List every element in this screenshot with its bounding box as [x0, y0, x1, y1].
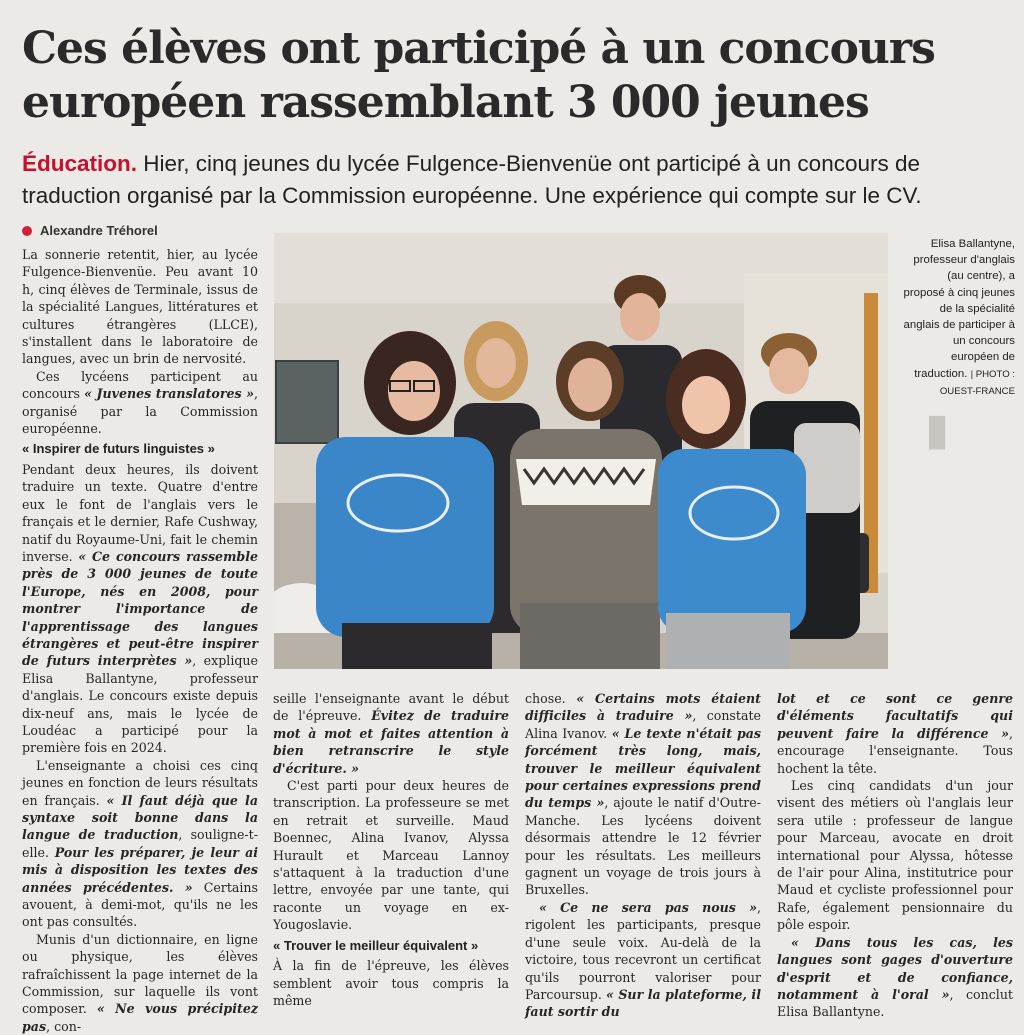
paragraph: À la fin de l'épreuve, les élèves semblent avoir tous compris la même — [273, 958, 509, 1008]
headline-line-1: Ces élèves ont participé à un concours — [22, 23, 935, 74]
text-column-3 — [525, 690, 761, 1021]
text-column-4 — [777, 690, 1013, 1021]
article-headline — [22, 22, 1012, 130]
paragraph: Munis d'un dictionnaire, en ligne ou physique, les élèves rafraîchissent la page internet de la Commission, sur laquelle ils vont composer. « Ne vous précipitez pas, con- — [22, 931, 258, 1034]
headline-line-2: européen rassemblant 3 000 jeunes — [22, 77, 869, 128]
text-column-2 — [273, 690, 509, 1009]
article-photo — [274, 233, 888, 669]
group-photo-image — [274, 233, 888, 669]
lead-text: Hier, cinq jeunes du lycée Fulgence-Bienvenüe ont participé à un concours de traduction organisé par la Commission européenne. Une expérience qui compte sur le CV. — [22, 151, 922, 208]
bleed-through-decoration: ▮ — [925, 404, 950, 455]
paragraph: Ces lycéens participent au concours « Juvenes translatores », organisé par la Commission européenne. — [22, 368, 258, 437]
photo-caption — [903, 236, 1015, 400]
article-lead — [22, 148, 1012, 212]
caption-text: Elisa Ballantyne, professeur d'anglais (au centre), a proposé à cinq jeunes de la spécialité anglais de participer à un concours européen de traduction. — [903, 238, 1015, 380]
byline-dot-icon — [22, 226, 32, 236]
paragraph: « Dans tous les cas, les langues sont gages d'ouverture d'esprit et de confiance, notamment à l'oral », conclut Elisa Ballantyne. — [777, 934, 1013, 1020]
byline — [22, 223, 158, 238]
subheading: « Inspirer de futurs linguistes » — [22, 441, 215, 457]
paragraph: « Ce ne sera pas nous », rigolent les participants, presque d'une seule voix. Au-delà de la victoire, tous recevront un certificat qu'ils pourront valoriser pour Parcoursup. « Sur la plateforme, il faut sortir du — [525, 899, 761, 1020]
paragraph: L'enseignante a choisi ces cinq jeunes en fonction de leurs résultats en français. « Il faut déjà que la syntaxe soit bonne dans la langue de traduction, souligne-t-elle. Pour les préparer, je leur ai mis à disposition les textes des années précédentes. » Certains avouent, à demi-mot, qu'ils ne les ont pas consultés. — [22, 757, 259, 930]
subheading: « Trouver le meilleur équivalent » — [273, 937, 479, 953]
paragraph: Les cinq candidats d'un jour visent des métiers où l'anglais leur sera utile : professeur de langue pour Marceau, avocate en droit international pour Alyssa, hôtesse de l'air pour Alina, institutrice pour Maud et cycliste professionnel pour Rafe, également pensionnaire du pôle espoir. — [777, 778, 1013, 933]
paragraph: lot et ce sont ce genre d'éléments facultatifs qui peuvent faire la différence », encourage l'enseignante. Tous hochent la tête. — [777, 691, 1013, 776]
paragraph: seille l'enseignante avant le début de l'épreuve. Évitez de traduire mot à mot et faites attention à bien retranscrire le style d'écriture. » — [273, 691, 509, 776]
text-column-1 — [22, 246, 258, 1035]
paragraph: La sonnerie retentit, hier, au lycée Fulgence-Bienvenüe. Peu avant 10 h, cinq élèves de Terminale, issus de la spécialité Langues, littératures et cultures étrangères (LLCE), s'installent dans le laboratoire de langues, avec un brin de nervosité. — [22, 247, 258, 367]
photo-credit: | PHOTO : OUEST-FRANCE — [939, 368, 1015, 397]
rubric-label: Éducation. — [22, 151, 138, 176]
paragraph: chose. « Certains mots étaient difficiles à traduire », constate Alina Ivanov. « Le texte n'était pas forcément très long, mais, trouver le meilleur équivalent pour certaines expressions prend du temps », ajoute le natif d'Outre-Manche. Les lycéens doivent désormais attendre le 12 février pour les résultats. Les meilleurs gagnent un voyage de trois jours à Bruxelles. — [525, 691, 761, 898]
author-name: Alexandre Tréhorel — [40, 223, 158, 238]
paragraph: Pendant deux heures, ils doivent traduire un texte. Quatre d'entre eux le font de l'anglais vers le français et le dernier, Rafe Cushway, natif du Royaume-Uni, fait le chemin inverse. « Ce concours rassemble près de 3 000 jeunes de toute l'Europe, nés en 2008, pour montrer l'importance de l'apprentissage des langues étrangères et peut-être inspirer de futurs interprètes », explique Elisa Ballantyne, professeur d'anglais. Le concours existe depuis dix-neuf ans, mais le lycée de Loudéac a participé pour la première fois en 2024. — [22, 461, 258, 756]
paragraph: C'est parti pour deux heures de transcription. La professeure se met en retrait et surveille. Maud Boennec, Alina Ivanov, Alyssa Hurault et Marceau Lannoy s'attaquent à la traduction d'une lettre, envoyée par une tante, qui raconte un voyage en ex-Yougoslavie. — [273, 778, 509, 933]
